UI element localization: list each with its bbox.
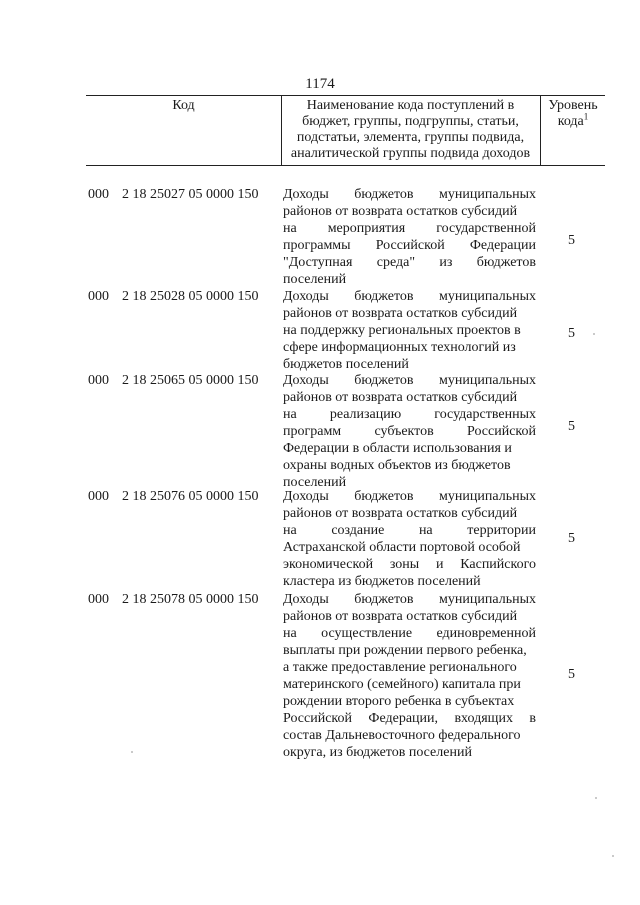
- description-text: на: [283, 407, 297, 422]
- description-text: Астраханской области портовой особой: [283, 540, 521, 555]
- description-line: [283, 522, 536, 539]
- description-text: осуществление: [321, 626, 413, 641]
- revenue-code: [88, 591, 259, 608]
- description-text: районов от возврата остатков субсидий: [283, 204, 518, 219]
- scan-speck: [612, 855, 614, 857]
- table-row: [0, 186, 640, 288]
- description-text: экономической: [283, 557, 374, 572]
- description-text: поселений: [283, 475, 347, 490]
- header-name-line: аналитической группы подвида доходов: [290, 146, 531, 161]
- description-text: Доходы: [283, 289, 329, 304]
- revenue-code: [88, 288, 259, 305]
- revenue-code: [88, 372, 259, 389]
- admin-code: 000: [88, 592, 109, 607]
- description-text: в: [529, 711, 536, 726]
- description-text: материнского (семейного) капитала при: [283, 677, 521, 692]
- description-line: [283, 372, 536, 389]
- description-text: районов от возврата остатков субсидий: [283, 306, 518, 321]
- budget-classification-code: 2 18 25065 05 0000 150: [122, 373, 259, 388]
- header-level: [541, 98, 605, 130]
- description-text: Федерации,: [368, 711, 439, 726]
- description-line: [283, 186, 536, 203]
- revenue-description: [283, 186, 536, 288]
- description-text: Доходы: [283, 373, 329, 388]
- description-text: выплаты при рождении первого ребенка,: [283, 643, 527, 658]
- description-text: из: [439, 255, 453, 270]
- description-text: Российской: [283, 711, 352, 726]
- header-name-line: Наименование кода поступлений в: [306, 98, 515, 113]
- description-line: [283, 389, 536, 406]
- header-name-line: подстатьи, элемента, группы подвида,: [296, 130, 525, 145]
- description-text: государственной: [436, 221, 536, 236]
- scan-speck: [595, 797, 597, 799]
- description-text: программ: [283, 424, 342, 439]
- description-line: [283, 625, 536, 642]
- budget-classification-code: 2 18 25078 05 0000 150: [122, 592, 259, 607]
- description-text: реализацию: [329, 407, 402, 422]
- description-line: [283, 642, 536, 659]
- scan-speck: [131, 751, 133, 753]
- description-text: государственных: [434, 407, 536, 422]
- description-text: поселений: [283, 272, 347, 287]
- header-level-word: кода: [557, 114, 584, 129]
- description-line: [283, 488, 536, 505]
- description-text: бюджетов: [354, 592, 414, 607]
- budget-classification-code: 2 18 25027 05 0000 150: [122, 187, 259, 202]
- description-text: муниципальных: [439, 592, 536, 607]
- description-text: муниципальных: [439, 187, 536, 202]
- description-line: [283, 539, 536, 556]
- description-text: программы: [283, 238, 351, 253]
- description-text: бюджетов: [354, 489, 414, 504]
- description-line: [283, 322, 536, 339]
- description-text: сфере информационных технологий из: [283, 340, 516, 355]
- description-text: входящих: [454, 711, 513, 726]
- description-text: бюджетов: [354, 187, 414, 202]
- description-line: [283, 608, 536, 625]
- description-line: [283, 406, 536, 423]
- description-text: бюджетов: [476, 255, 536, 270]
- page-number: 1174: [305, 76, 335, 92]
- description-line: [283, 254, 536, 271]
- code-level: 5: [568, 233, 575, 248]
- header-name-line: бюджет, группы, подгруппы, статьи,: [302, 114, 519, 129]
- description-line: [283, 220, 536, 237]
- description-line: [283, 693, 536, 710]
- description-text: зоны: [389, 557, 420, 572]
- description-line: [283, 288, 536, 305]
- description-text: на поддержку региональных проектов в: [283, 323, 521, 338]
- description-text: Федерации в области использования и: [283, 441, 512, 456]
- header-level-line: [541, 111, 605, 130]
- code-level: 5: [568, 667, 575, 682]
- admin-code: 000: [88, 187, 109, 202]
- description-text: бюджетов поселений: [283, 357, 409, 372]
- header-bottom-border: [86, 165, 605, 166]
- description-text: "Доступная: [283, 255, 353, 270]
- code-level: 5: [568, 326, 575, 341]
- description-text: создание: [331, 523, 385, 538]
- description-text: Доходы: [283, 592, 329, 607]
- header-code: Код: [172, 98, 195, 113]
- description-text: Доходы: [283, 187, 329, 202]
- description-text: на: [418, 523, 433, 538]
- description-text: Доходы: [283, 489, 329, 504]
- footnote-marker: 1: [583, 111, 589, 122]
- description-line: [283, 423, 536, 440]
- revenue-code: [88, 186, 259, 203]
- description-text: Федерации: [469, 238, 536, 253]
- description-text: районов от возврата остатков субсидий: [283, 609, 518, 624]
- revenue-code: [88, 488, 259, 505]
- description-text: и: [435, 557, 444, 572]
- code-level: 5: [568, 531, 575, 546]
- admin-code: 000: [88, 289, 109, 304]
- revenue-description: [283, 288, 536, 373]
- budget-classification-code: 2 18 25028 05 0000 150: [122, 289, 259, 304]
- scan-speck: [593, 333, 595, 335]
- header-name: [281, 98, 540, 162]
- description-text: Российской: [375, 238, 445, 253]
- description-text: мероприятия: [327, 221, 406, 236]
- description-text: бюджетов: [354, 289, 414, 304]
- code-level: 5: [568, 419, 575, 434]
- description-text: а также предоставление регионального: [283, 660, 517, 675]
- description-line: [283, 573, 536, 590]
- description-text: среда": [376, 255, 416, 270]
- revenue-description: [283, 488, 536, 590]
- header-top-border: [86, 95, 605, 96]
- description-text: бюджетов: [354, 373, 414, 388]
- description-text: единовременной: [436, 626, 536, 641]
- table-row: [0, 372, 640, 491]
- description-line: [283, 659, 536, 676]
- description-line: [283, 271, 536, 288]
- description-text: рождении второго ребенка в субъектах: [283, 694, 515, 709]
- description-line: [283, 237, 536, 254]
- table-row: [0, 591, 640, 761]
- description-line: [283, 676, 536, 693]
- description-text: Российской: [467, 424, 536, 439]
- description-line: [283, 339, 536, 356]
- description-text: субъектов: [374, 424, 434, 439]
- budget-classification-code: 2 18 25076 05 0000 150: [122, 489, 259, 504]
- description-line: [283, 710, 536, 727]
- admin-code: 000: [88, 489, 109, 504]
- description-line: [283, 591, 536, 608]
- description-text: муниципальных: [439, 489, 536, 504]
- description-text: районов от возврата остатков субсидий: [283, 390, 518, 405]
- table-row: [0, 288, 640, 373]
- description-line: [283, 727, 536, 744]
- table-header: [86, 95, 605, 166]
- revenue-description: [283, 372, 536, 491]
- description-text: на: [283, 626, 297, 641]
- description-text: территории: [467, 523, 536, 538]
- description-text: Каспийского: [460, 557, 536, 572]
- description-text: муниципальных: [439, 373, 536, 388]
- description-line: [283, 457, 536, 474]
- header-level-line: Уровень: [548, 98, 598, 113]
- admin-code: 000: [88, 373, 109, 388]
- description-line: [283, 356, 536, 373]
- description-text: на: [283, 523, 297, 538]
- description-text: охраны водных объектов из бюджетов: [283, 458, 511, 473]
- description-line: [283, 440, 536, 457]
- description-line: [283, 203, 536, 220]
- description-text: на: [283, 221, 297, 236]
- description-line: [283, 556, 536, 573]
- table-row: [0, 488, 640, 590]
- description-line: [283, 305, 536, 322]
- description-text: кластера из бюджетов поселений: [283, 574, 481, 589]
- description-line: [283, 744, 536, 761]
- description-text: муниципальных: [439, 289, 536, 304]
- description-line: [283, 505, 536, 522]
- description-text: округа, из бюджетов поселений: [283, 745, 472, 760]
- description-text: районов от возврата остатков субсидий: [283, 506, 518, 521]
- description-text: состав Дальневосточного федерального: [283, 728, 521, 743]
- revenue-description: [283, 591, 536, 761]
